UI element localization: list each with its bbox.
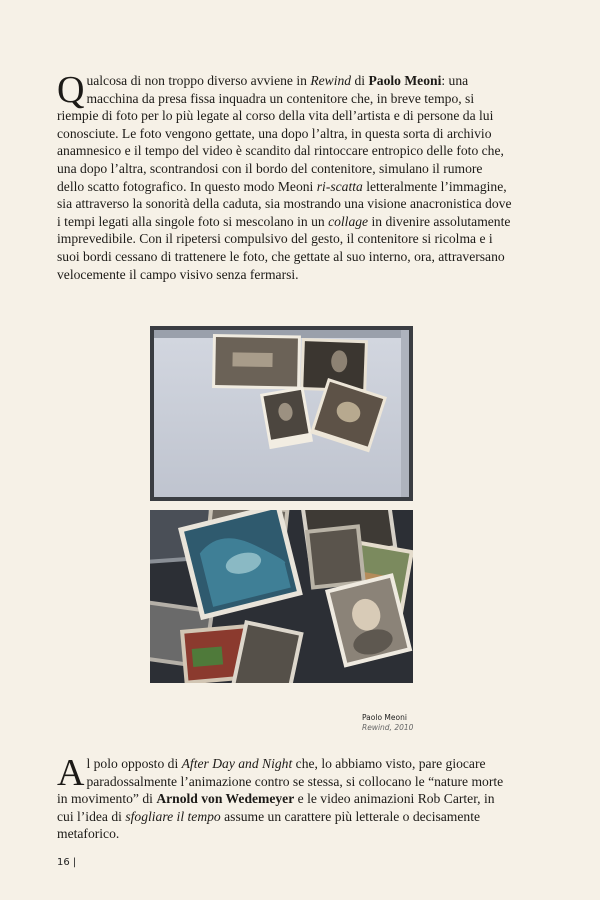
emphasis: sfogliare il tempo (125, 808, 221, 824)
figure-caption (362, 713, 413, 733)
text-run: che, lo abbiamo visto, pare giocare paradossalmente l’animazione contro se stessa, si collocano le “nature morte in movimento” di (57, 756, 504, 807)
caption-work: Rewind, 2010 (362, 723, 414, 732)
artwork-title: Rewind (310, 73, 352, 88)
artwork-photo-collage (150, 510, 413, 683)
text-run: letteralmente l’immagine, sia attraverso la sonorità della caduta, sia mostrando una visione anacronistica dove i tempi legati alla singole foto si mescolano in un (57, 178, 512, 229)
body-paragraph-2 (57, 752, 512, 843)
text-run: : una macchina da presa fissa inquadra un contenitore che, in breve tempo, si riempie di foto per lo più legate al corso della vita dell’artista e di persone da lui conosciute. Le foto vengono gettate, una dopo l’altra, in questa sorta di archivio anamnesico e il tempo del video è scandito dal rintoccare entropico delle foto che, una dopo l’altra, scontrandosi con il bordo del contenitore, simulano il rumore dello scatto fotografico. In questo modo Meoni (57, 73, 504, 194)
text-run: l polo opposto di (86, 756, 182, 771)
text-run: in divenire assolutamente imprevedibile. Con il ripetersi compulsivo del gesto, il contenitore si ricolma e i suoi bordi cessano di trattenere le foto, che gettate al suo interno, ora, attraversano velocemente il campo visivo senza fermarsi. (57, 213, 511, 282)
caption-artist: Paolo Meoni (362, 713, 407, 722)
page-number: 16 | (57, 857, 77, 868)
artwork-photo-box (150, 326, 413, 501)
artist-name: Arnold von Wedemeyer (156, 791, 295, 807)
text-run: e le video animazioni Rob Carter, in cui l’idea di (57, 791, 495, 824)
photo-collage-illustration (150, 510, 413, 683)
emphasis: collage (328, 213, 369, 229)
text-run: ualcosa di non troppo diverso avviene in (86, 73, 311, 88)
text-run: di (351, 73, 369, 88)
photo-box-illustration (150, 326, 413, 501)
drop-cap: A (57, 752, 85, 794)
emphasis: ri-scatta (316, 178, 363, 194)
drop-cap: Q (57, 69, 85, 111)
artist-name: Paolo Meoni (368, 73, 442, 88)
artwork-title: After Day and Night (181, 756, 293, 771)
body-paragraph-1 (57, 69, 512, 283)
text-run: assume un carattere più letterale o decisamente metaforico. (57, 808, 481, 842)
